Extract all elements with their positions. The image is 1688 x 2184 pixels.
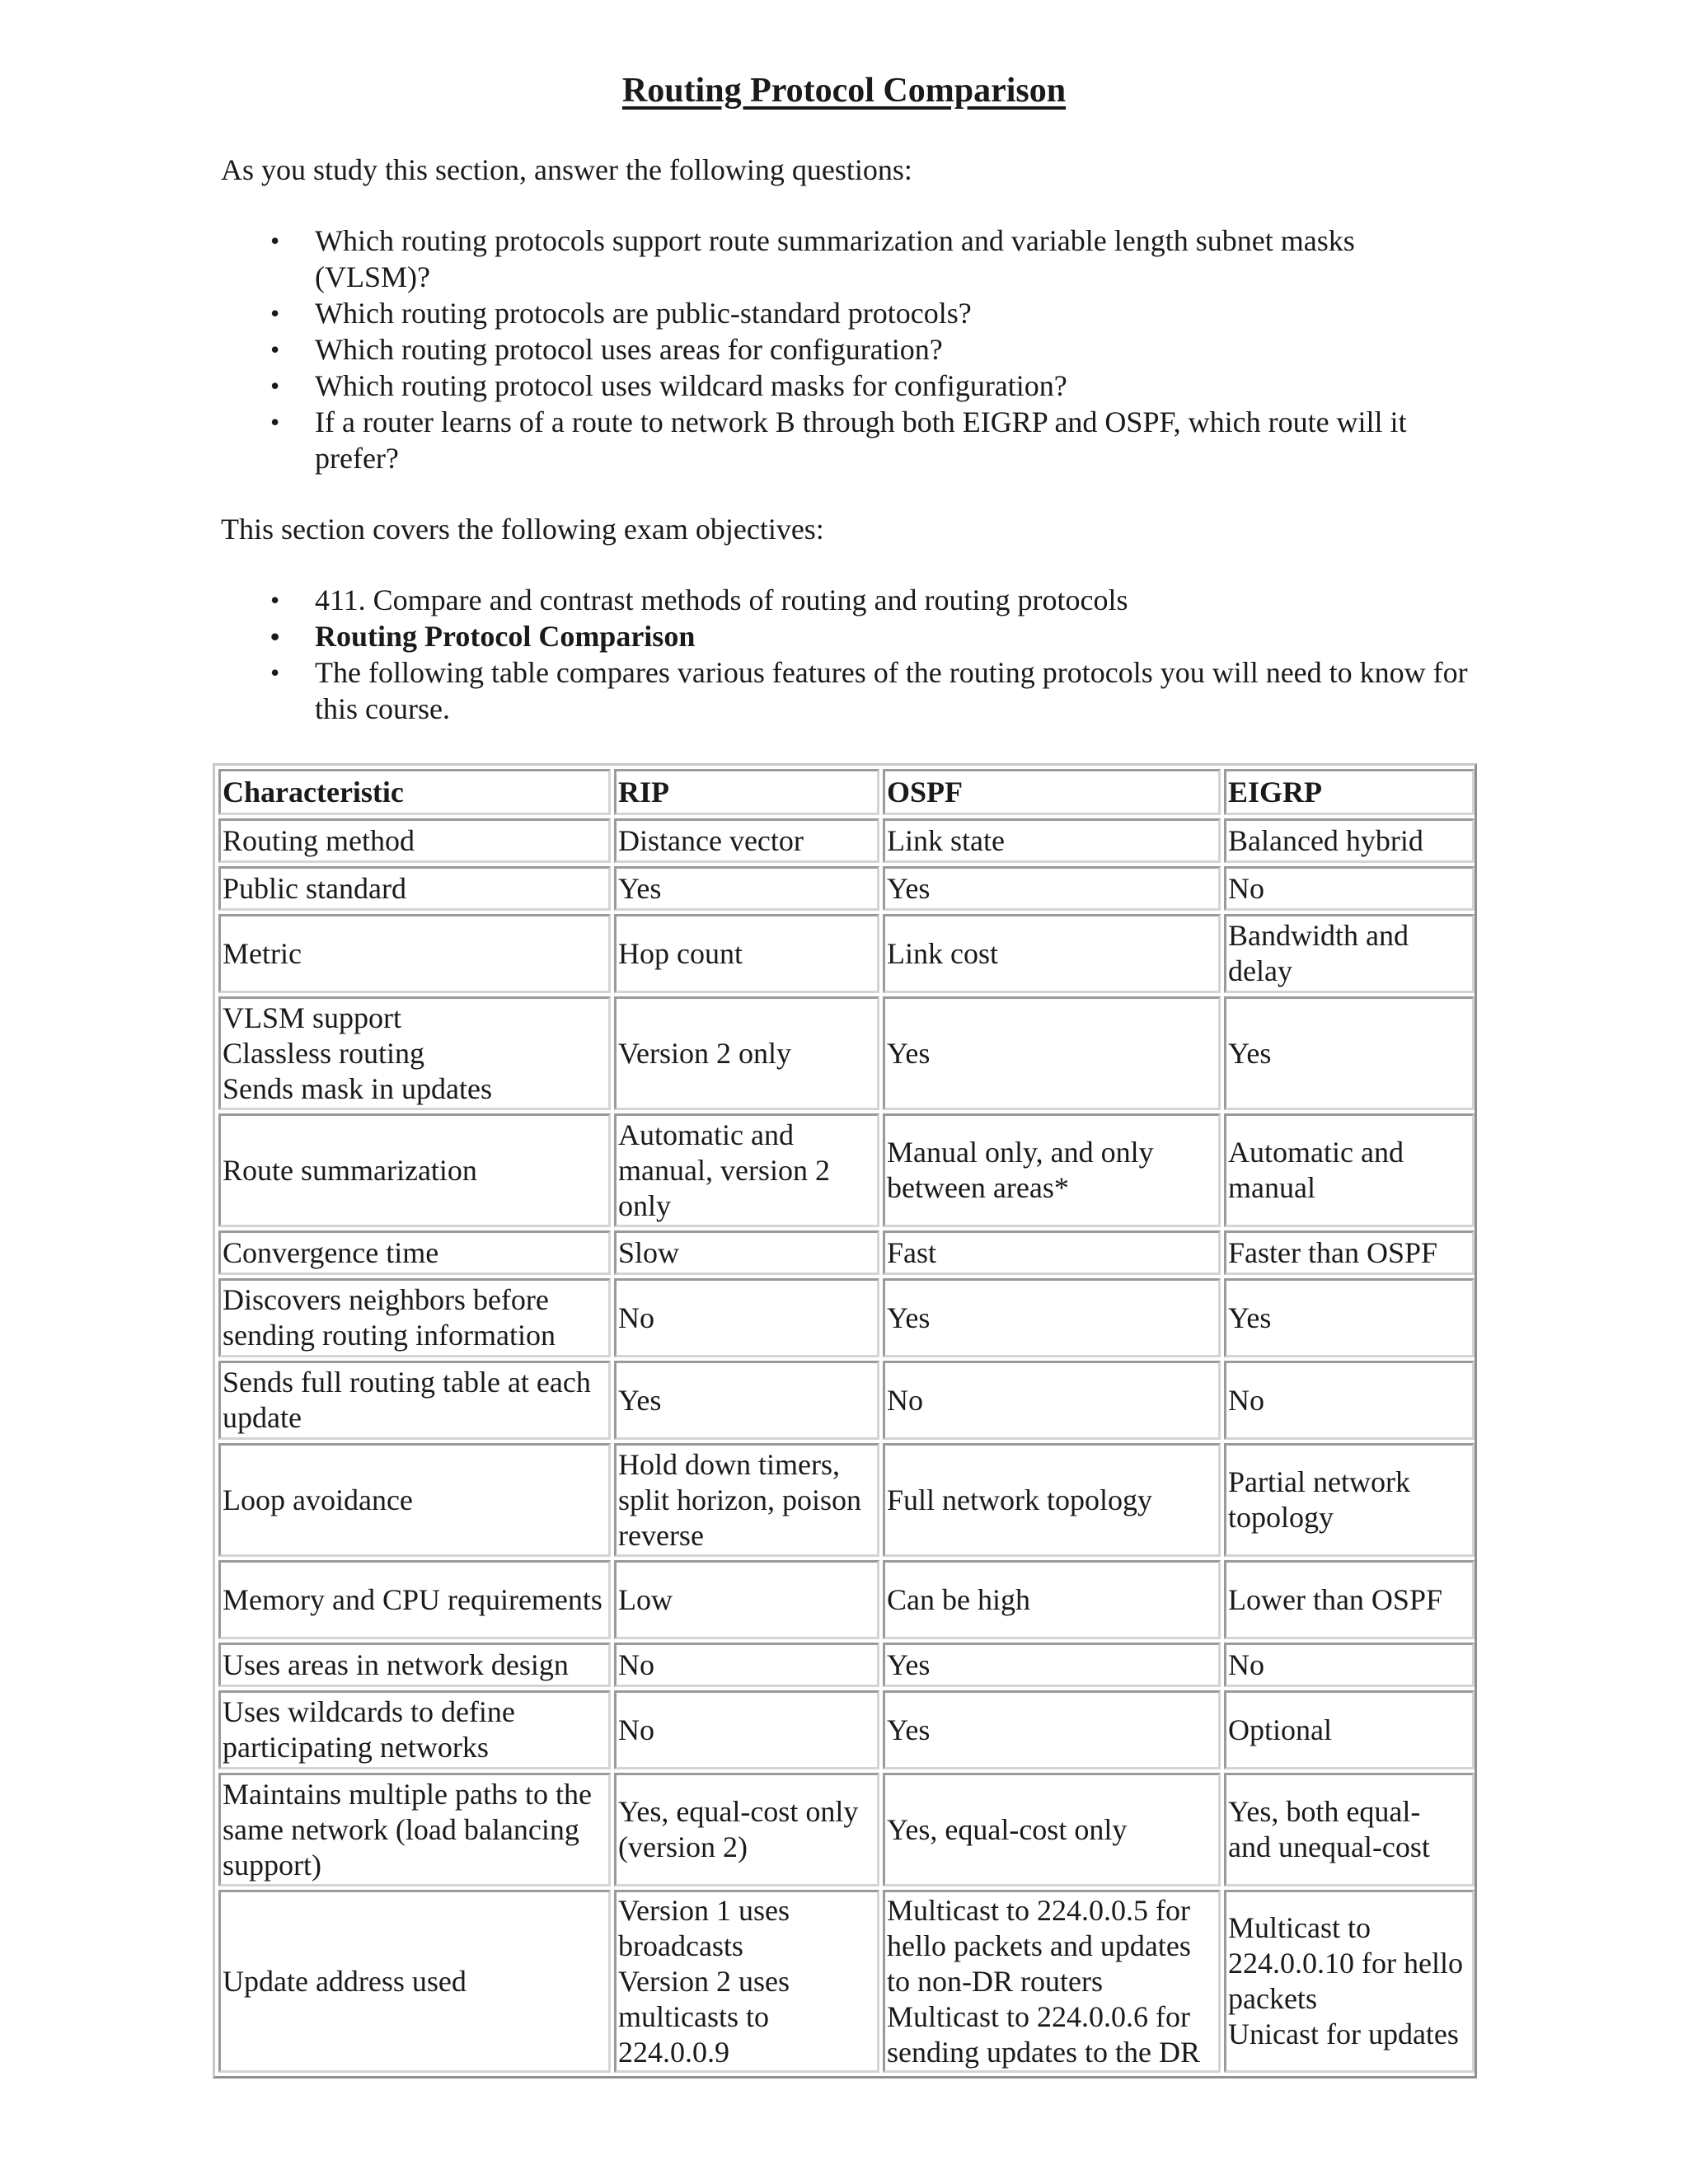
cell-characteristic: Update address used — [218, 1890, 611, 2073]
cell-rip: Slow — [614, 1230, 879, 1275]
table-row — [218, 1113, 1475, 1227]
cell-rip: Yes — [614, 1361, 879, 1440]
cell-eigrp: No — [1224, 866, 1475, 911]
cell-ospf: Link state — [883, 818, 1221, 863]
cell-rip: No — [614, 1643, 879, 1687]
table-row — [218, 1773, 1475, 1886]
cell-ospf: Yes — [883, 996, 1221, 1110]
table-row — [218, 1690, 1475, 1769]
cell-rip: Hold down timers, split horizon, poison reverse — [614, 1443, 879, 1557]
header-eigrp: EIGRP — [1224, 769, 1475, 815]
table-row — [218, 914, 1475, 993]
cell-ospf: No — [883, 1361, 1221, 1440]
cell-characteristic: Sends full routing table at each update — [218, 1361, 611, 1440]
cell-characteristic: Uses areas in network design — [218, 1643, 611, 1687]
cell-rip: Version 1 uses broadcasts Version 2 uses multicasts to 224.0.0.9 — [614, 1890, 879, 2073]
cell-characteristic: Public standard — [218, 866, 611, 911]
table-row — [218, 818, 1475, 863]
header-ospf: OSPF — [883, 769, 1221, 815]
objectives-intro-text: This section covers the following exam objectives: — [221, 513, 824, 546]
objective-item-heading: • Routing Protocol Comparison — [221, 618, 1474, 654]
cell-characteristic: Convergence time — [218, 1230, 611, 1275]
cell-ospf: Manual only, and only between areas* — [883, 1113, 1221, 1227]
objective-item: • 411. Compare and contrast methods of routing and routing protocols — [221, 582, 1474, 618]
cell-characteristic: Maintains multiple paths to the same network (load balancing support) — [218, 1773, 611, 1886]
cell-ospf: Yes — [883, 1690, 1221, 1769]
table-row — [218, 996, 1475, 1110]
cell-ospf: Yes — [883, 1278, 1221, 1357]
questions-list — [221, 223, 1474, 476]
cell-rip: Automatic and manual, version 2 only — [614, 1113, 879, 1227]
intro-text: As you study this section, answer the following questions: — [221, 153, 912, 186]
cell-eigrp: Faster than OSPF — [1224, 1230, 1475, 1275]
header-characteristic: Characteristic — [218, 769, 611, 815]
cell-ospf: Multicast to 224.0.0.5 for hello packets and updates to non-DR routers Multicast to 224.0.0.6 for sending updates to the DR — [883, 1890, 1221, 2073]
cell-eigrp: Partial network topology — [1224, 1443, 1475, 1557]
cell-rip: Version 2 only — [614, 996, 879, 1110]
table-row — [218, 1230, 1475, 1275]
cell-rip: Distance vector — [614, 818, 879, 863]
cell-rip: Yes, equal-cost only (version 2) — [614, 1773, 879, 1886]
cell-characteristic: VLSM support Classless routing Sends mask in updates — [218, 996, 611, 1110]
cell-eigrp: Yes — [1224, 1278, 1475, 1357]
cell-eigrp: No — [1224, 1643, 1475, 1687]
table-body — [218, 818, 1475, 2073]
cell-ospf: Full network topology — [883, 1443, 1221, 1557]
cell-characteristic: Metric — [218, 914, 611, 993]
cell-characteristic: Memory and CPU requirements — [218, 1560, 611, 1639]
cell-rip: No — [614, 1690, 879, 1769]
question-item: • Which routing protocol uses areas for configuration? — [221, 331, 1474, 368]
table-row — [218, 1443, 1475, 1557]
cell-rip: Yes — [614, 866, 879, 911]
table-row — [218, 1361, 1475, 1440]
table-header-row — [218, 769, 1475, 815]
cell-characteristic: Routing method — [218, 818, 611, 863]
cell-rip: Low — [614, 1560, 879, 1639]
cell-characteristic: Route summarization — [218, 1113, 611, 1227]
cell-rip: Hop count — [614, 914, 879, 993]
cell-ospf: Link cost — [883, 914, 1221, 993]
cell-eigrp: Optional — [1224, 1690, 1475, 1769]
question-item: • If a router learns of a route to network B through both EIGRP and OSPF, which route will it prefer? — [221, 404, 1474, 476]
cell-characteristic: Uses wildcards to define participating networks — [218, 1690, 611, 1769]
cell-characteristic: Loop avoidance — [218, 1443, 611, 1557]
question-item: • Which routing protocols support route summarization and variable length subnet masks (VLSM)? — [221, 223, 1474, 295]
cell-eigrp: Bandwidth and delay — [1224, 914, 1475, 993]
cell-eigrp: Yes, both equal- and unequal-cost — [1224, 1773, 1475, 1886]
cell-ospf: Can be high — [883, 1560, 1221, 1639]
cell-eigrp: Multicast to 224.0.0.10 for hello packets Unicast for updates — [1224, 1890, 1475, 2073]
cell-eigrp: Yes — [1224, 996, 1475, 1110]
table-row — [218, 1560, 1475, 1639]
comparison-table — [215, 766, 1478, 2076]
cell-ospf: Yes — [883, 866, 1221, 911]
cell-eigrp: Lower than OSPF — [1224, 1560, 1475, 1639]
cell-rip: No — [614, 1278, 879, 1357]
page-title: Routing Protocol Comparison — [621, 72, 1067, 110]
table-row — [218, 866, 1475, 911]
comparison-table-frame — [213, 763, 1477, 2079]
cell-eigrp: Automatic and manual — [1224, 1113, 1475, 1227]
cell-eigrp: Balanced hybrid — [1224, 818, 1475, 863]
table-row — [218, 1890, 1475, 2073]
table-row — [218, 1278, 1475, 1357]
objective-item: • The following table compares various features of the routing protocols you will need to know for this course. — [221, 654, 1474, 727]
cell-eigrp: No — [1224, 1361, 1475, 1440]
cell-ospf: Yes — [883, 1643, 1221, 1687]
cell-characteristic: Discovers neighbors before sending routing information — [218, 1278, 611, 1357]
table-row — [218, 1643, 1475, 1687]
question-item: • Which routing protocol uses wildcard masks for configuration? — [221, 368, 1474, 404]
cell-ospf: Fast — [883, 1230, 1221, 1275]
header-rip: RIP — [614, 769, 879, 815]
objectives-list — [221, 582, 1474, 727]
question-item: • Which routing protocols are public-standard protocols? — [221, 295, 1474, 331]
cell-ospf: Yes, equal-cost only — [883, 1773, 1221, 1886]
